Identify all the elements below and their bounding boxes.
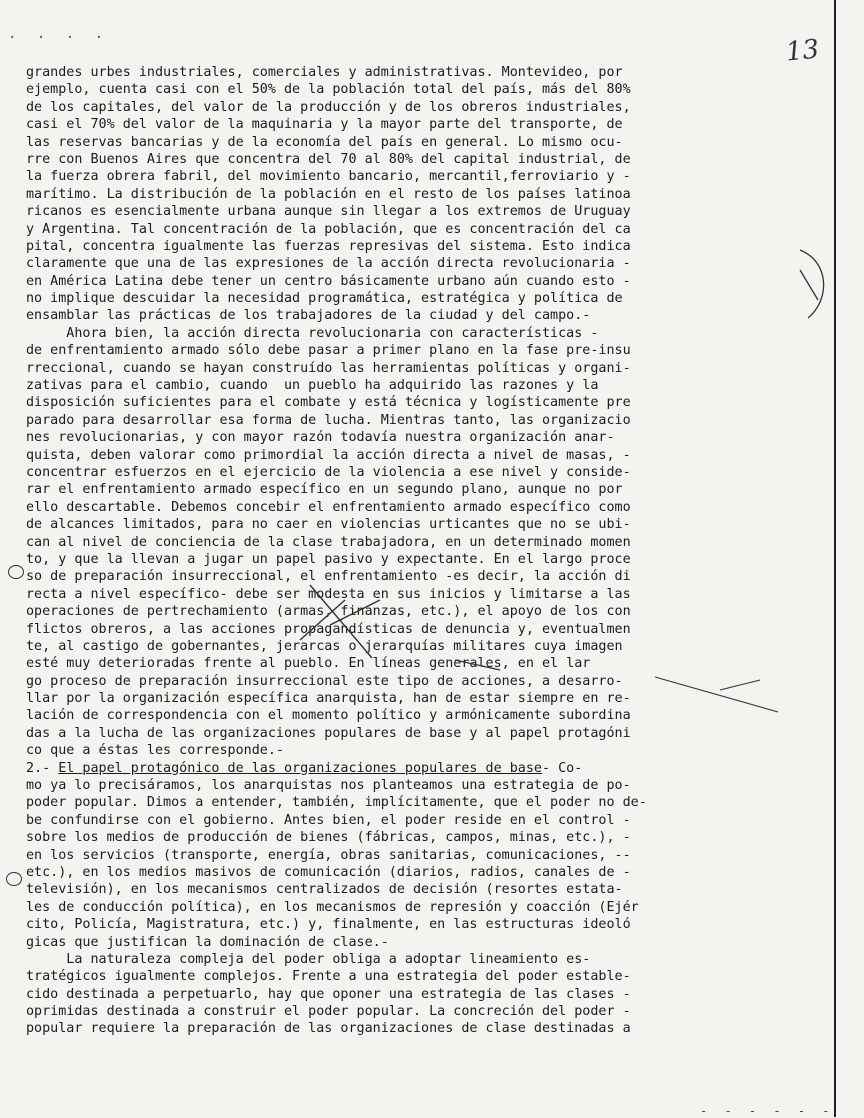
text-line: ejemplo, cuenta casi con el 50% de la población total del país, más del 80% <box>26 82 631 98</box>
text-line: Ahora bien, la acción directa revolucionaria con características - <box>26 325 599 341</box>
text-line: casi el 70% del valor de la maquinaria y la mayor parte del transporte, de <box>26 117 623 133</box>
text-line: can al nivel de conciencia de la clase trabajadora, en un determinado momen <box>26 534 631 550</box>
text-line: go proceso de preparación insurreccional este tipo de acciones, a desarro- <box>26 673 623 689</box>
text-line: parado para desarrollar esa forma de lucha. Mientras tanto, las organizacio <box>26 412 631 428</box>
text-line: llar por la organización específica anarquista, han de estar siempre en re- <box>26 691 631 707</box>
text-line: ello descartable. Debemos concebir el enfrentamiento armado específico como <box>26 499 631 515</box>
text-line: tratégicos igualmente complejos. Frente a una estrategia del poder estable- <box>26 969 631 985</box>
text-line: cito, Policía, Magistratura, etc.) y, finalmente, en las estructuras ideoló <box>26 917 631 933</box>
text-line: zativas para el cambio, cuando un pueblo ha adquirido las razones y la <box>26 378 599 394</box>
text-line: de los capitales, del valor de la producción y de los obreros industriales, <box>26 99 631 115</box>
text-line: pital, concentra igualmente las fuerzas represivas del sistema. Esto indica <box>26 238 631 254</box>
text-line: La naturaleza compleja del poder obliga a adoptar lineamiento es- <box>26 951 591 967</box>
text-line: das a la lucha de las organizaciones populares de base y al papel protagóni <box>26 725 631 741</box>
section-number: 2.- <box>26 760 51 776</box>
text-line: rreccional, cuando se hayan construído las herramientas políticas y organi- <box>26 360 631 376</box>
text-line: la fuerza obrera fabril, del movimiento bancario, mercantil,ferroviario y - <box>26 169 631 185</box>
ink-scribble <box>300 585 500 670</box>
text-line: gicas que justifican la dominación de clase.- <box>26 934 389 950</box>
section-heading: El papel protagónico de las organizaciones populares de base <box>58 760 542 776</box>
scan-edge-dots: · · · · <box>8 30 110 46</box>
text-line: operaciones de pertrechamiento (armas, finanzas, etc.), el apoyo de los con <box>26 604 631 620</box>
margin-bracket-mark <box>800 250 824 318</box>
ink-scribble <box>655 677 778 712</box>
text-line: ricanos es esencialmente urbana aunque sin llegar a los extremos de Uruguay <box>26 204 631 220</box>
text-line: so de preparación insurreccional, el enfrentamiento -es decir, la acción di <box>26 569 631 585</box>
text-line: te, al castigo de gobernantes, jerarcas o jerarquías militares cuya imagen <box>26 638 623 654</box>
text-line: to, y que la llevan a jugar un papel pasivo y expectante. En el largo proce <box>26 551 631 567</box>
text-line: sobre los medios de producción de bienes (fábricas, campos, minas, etc.), - <box>26 830 631 846</box>
text-line: las reservas bancarias y de la economía del país en general. Lo mismo ocu- <box>26 134 623 150</box>
text-line: be confundirse con el gobierno. Antes bien, el poder reside en el control - <box>26 812 631 828</box>
handwritten-page-number: 13 <box>784 34 821 68</box>
text-line: nes revolucionarias, y con mayor razón todavía nuestra organización anar- <box>26 430 615 446</box>
section-heading-followup: mo ya lo precisáramos, los anarquistas nos planteamos una estrategia de po- <box>26 778 631 794</box>
text-line: ensamblar las prácticas de los trabajadores de la ciudad y del campo.- <box>26 308 591 324</box>
text-line: oprimidas destinada a construir el poder popular. La concreción del poder - <box>26 1004 631 1020</box>
text-line: quista, deben valorar como primordial la acción directa a nivel de masas, - <box>26 447 631 463</box>
text-line: esté muy deterioradas frente al pueblo. En líneas generales, en el lar <box>26 656 591 672</box>
text-line: de alcances limitados, para no caer en violencias urticantes que no se ubi- <box>26 517 631 533</box>
text-line: en los servicios (transporte, energía, obras sanitarias, comunicaciones, -- <box>26 847 631 863</box>
text-line: no implique descuidar la necesidad programática, estratégica y política de <box>26 291 623 307</box>
text-line: de enfrentamiento armado sólo debe pasar a primer plano en la fase pre-insu <box>26 343 631 359</box>
text-line: en América Latina debe tener un centro básicamente urbano aún cuando esto - <box>26 273 631 289</box>
text-line: poder popular. Dimos a entender, también, implícitamente, que el poder no de- <box>26 795 647 811</box>
text-line: concentrar esfuerzos en el ejercicio de la violencia a ese nivel y conside- <box>26 464 631 480</box>
text-line: les de conducción política), en los mecanismos de represión y coacción (Ejér <box>26 899 639 915</box>
scan-footer-marks: - - - - - - <box>700 1104 835 1118</box>
text-line: claramente que una de las expresiones de la acción directa revolucionaria - <box>26 256 631 272</box>
section-heading-suffix: - Co- <box>541 760 583 776</box>
text-line: flictos obreros, a las acciones propagandísticas de denuncia y, eventualmen <box>26 621 631 637</box>
text-line: grandes urbes industriales, comerciales y administrativas. Montevideo, por <box>26 65 623 80</box>
text-line: cido destinada a perpetuarlo, hay que oponer una estrategia de las clases - <box>26 986 631 1002</box>
text-line: y Argentina. Tal concentración de la población, que es concentración del ca <box>26 221 631 237</box>
text-line: lación de correspondencia con el momento político y armónicamente subordina <box>26 708 631 724</box>
text-line: rre con Buenos Aires que concentra del 70 al 80% del capital industrial, de <box>26 151 631 167</box>
text-line: disposición suficientes para el combate y está técnica y logísticamente pre <box>26 395 631 411</box>
text-line: co que a éstas les corresponde.- <box>26 743 284 759</box>
text-line: televisión), en los mecanismos centralizados de decisión (resortes estata- <box>26 882 623 898</box>
text-line: rar el enfrentamiento armado específico en un segundo plano, aunque no por <box>26 482 623 498</box>
text-line: recta a nivel específico- debe ser modesta en sus inicios y limitarse a las <box>26 586 631 602</box>
text-line: popular requiere la preparación de las organizaciones de clase destinadas a <box>26 1021 631 1037</box>
text-line: etc.), en los medios masivos de comunicación (diarios, radios, canales de - <box>26 864 631 880</box>
text-line: marítimo. La distribución de la población en el resto de los países latinoa <box>26 186 631 202</box>
